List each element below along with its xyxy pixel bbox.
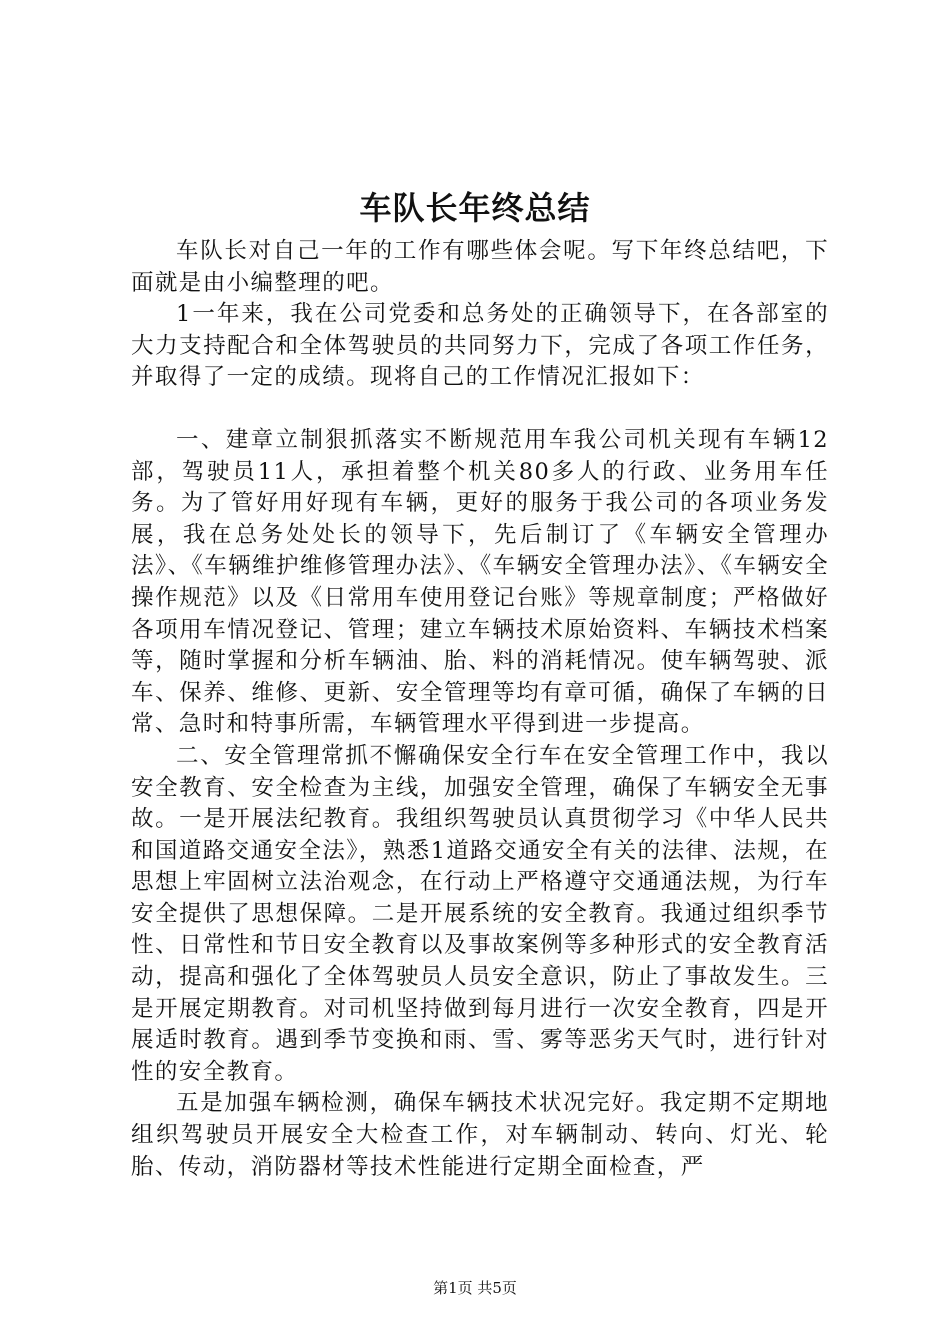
document-body [131,236,829,1183]
page-number-footer: 第1页 共5页 [433,1279,517,1297]
paragraph-section-five: 五是加强车辆检测，确保车辆技术状况完好。我定期不定期地组织驾驶员开展安全大检查工作，对车辆制动、转向、灯光、轮胎、传动，消防器材等技术性能进行定期全面检查，严 [131,1090,829,1180]
paragraph-overview: 1一年来，我在公司党委和总务处的正确领导下，在各部室的大力支持配合和全体驾驶员的共同努力下，完成了各项工作任务，并取得了一定的成绩。现将自己的工作情况汇报如下： [131,301,829,391]
paragraph-section-two: 二、安全管理常抓不懈确保安全行车在安全管理工作中，我以安全教育、安全检查为主线，加强安全管理，确保了车辆安全无事故。一是开展法纪教育。我组织驾驶员认真贯彻学习《中华人民共和国道路交通安全法》，熟悉1道路交通安全有关的法律、法规，在思想上牢固树立法治观念，在行动上严格遵守交通通法规，为行车安全提供了思想保障。二是开展系统的安全教育。我通过组织季节性、日常性和节日安全教育以及事故案例等多种形式的安全教育活动，提高和强化了全体驾驶员人员安全意识，防止了事故发生。三是开展定期教育。对司机坚持做到每月进行一次安全教育，四是开展适时教育。遇到季节变换和雨、雪、雾等恶劣天气时，进行针对性的安全教育。 [131,742,829,1085]
document-title: 车队长年终总结 [359,189,591,227]
paragraph-section-one: 一、建章立制狠抓落实不断规范用车我公司机关现有车辆12部，驾驶员11人，承担着整个机关80多人的行政、业务用车任务。为了管好用好现有车辆，更好的服务于我公司的各项业务发展，我在总务处处长的领导下，先后制订了《车辆安全管理办法》、《车辆维护维修管理办法》、《车辆安全管理办法》、《车辆安全操作规范》以及《日常用车使用登记台账》等规章制度；严格做好各项用车情况登记、管理；建立车辆技术原始资料、车辆技术档案等，随时掌握和分析车辆油、胎、料的消耗情况。使车辆驾驶、派车、保养、维修、更新、安全管理等均有章可循，确保了车辆的日常、急时和特事所需，车辆管理水平得到进一步提高。 [131,426,829,738]
paragraph-intro: 车队长对自己一年的工作有哪些体会呢。写下年终总结吧，下面就是由小编整理的吧。 [131,238,829,296]
